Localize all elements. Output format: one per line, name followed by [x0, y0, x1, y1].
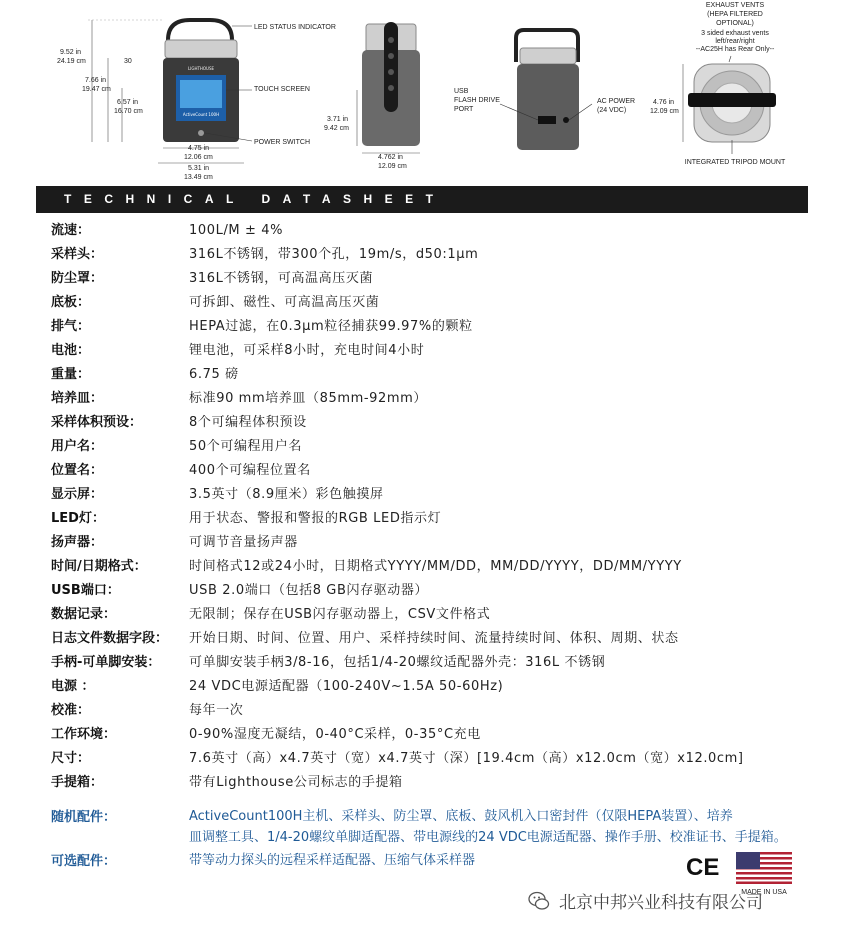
dim-width-total-cm: 13.49 cm	[184, 174, 213, 181]
dim-side-height-cm: 9.42 cm	[324, 125, 349, 132]
watermark-text: 北京中邦兴业科技有限公司	[559, 893, 763, 913]
spec-label: 时间/日期格式：	[51, 559, 147, 574]
spec-label: 工作环境：	[51, 727, 117, 742]
dim-height-screen-cm: 16.70 cm	[114, 108, 143, 115]
spec-row	[51, 435, 841, 459]
spec-row	[51, 291, 841, 315]
wechat-icon	[527, 889, 551, 913]
callout-ac-power: AC POWER	[597, 98, 636, 105]
datasheet-title-band: TECHNICAL DATASHEET	[36, 186, 808, 213]
spec-row	[51, 459, 841, 483]
spec-row	[51, 483, 841, 507]
spec-label: 排气：	[51, 319, 91, 334]
front-view	[57, 20, 336, 181]
callout-usb-1: USB	[454, 88, 469, 95]
callout-exhaust-5: left/rear/right	[715, 38, 755, 45]
spec-label: 显示屏：	[51, 487, 104, 502]
spec-value: 用于状态、警报和警报的RGB LED指示灯	[189, 511, 442, 526]
spec-value: 50个可编程用户名	[189, 439, 302, 454]
spec-row	[51, 411, 841, 435]
spec-label: 电源 ：	[51, 679, 95, 694]
spec-label: 扬声器：	[51, 535, 104, 550]
included-accessories-line1: ActiveCount100H主机、采样头、防尘罩、底板、鼓风机入口密封件（仅限HEPA装置）、培养	[189, 809, 733, 824]
spec-row	[51, 219, 841, 243]
dim-width-total-in: 5.31 in	[188, 165, 210, 172]
spec-row	[51, 747, 841, 771]
device-model: ActiveCount 100H	[182, 112, 220, 117]
spec-value: USB 2.0端口（包括8 GB闪存驱动器）	[189, 583, 429, 598]
included-accessories	[51, 806, 841, 848]
spec-row	[51, 387, 841, 411]
spec-label: 培养皿：	[51, 391, 104, 406]
included-accessories-line2: 皿调整工具、1/4-20螺纹单脚适配器、带电源线的24 VDC电源适配器、操作手册、校准证书、手提箱。	[189, 830, 787, 845]
callout-power-switch: POWER SWITCH	[254, 139, 310, 146]
spec-list	[51, 219, 841, 795]
included-accessories-value	[189, 806, 787, 848]
callout-exhaust-2: (HEPA FILTERED	[707, 11, 763, 18]
product-diagrams	[0, 0, 841, 185]
spec-row	[51, 339, 841, 363]
optional-accessories-value: 带等动力探头的远程采样适配器、压缩气体采样器	[189, 853, 476, 868]
dim-angle: 30	[124, 58, 132, 65]
dim-width-in: 4.75 in	[188, 145, 210, 152]
spec-label: 底板：	[51, 295, 91, 310]
dim-height-total-cm: 24.19 cm	[57, 58, 86, 65]
spec-value: 锂电池，可采样8小时，充电时间4小时	[189, 343, 425, 358]
spec-row	[51, 507, 841, 531]
spec-value: 6.75 磅	[189, 367, 239, 382]
spec-value: 24 VDC电源适配器（100-240V~1.5A 50-60Hz)	[189, 679, 504, 694]
made-in-usa-label: MADE IN USA	[741, 889, 787, 896]
spec-value: 开始日期、时间、位置、用户、采样持续时间、流量持续时间、体积、周期、状态	[189, 631, 679, 646]
spec-value: 标准90 mm培养皿（85mm-92mm）	[189, 391, 428, 406]
ac-power-port-icon	[563, 117, 569, 123]
dim-top-width-cm: 12.09 cm	[650, 108, 679, 115]
spec-row	[51, 651, 841, 675]
back-view	[454, 30, 635, 150]
spec-label: 位置名：	[51, 463, 104, 478]
spec-row	[51, 531, 841, 555]
dim-width-cm: 12.06 cm	[184, 154, 213, 161]
spec-row	[51, 675, 841, 699]
optional-accessories-label: 可选配件：	[51, 854, 117, 869]
callout-ac-voltage: (24 VDC)	[597, 107, 627, 114]
spec-label: 防尘罩：	[51, 271, 104, 286]
spec-label: 校准：	[51, 703, 91, 718]
spec-value: 316L不锈钢，可高温高压灭菌	[189, 271, 374, 286]
usb-port-icon	[538, 116, 556, 124]
spec-row	[51, 315, 841, 339]
spec-value: 8个可编程体积预设	[189, 415, 307, 430]
callout-exhaust-1: EXHAUST VENTS	[705, 2, 765, 9]
spec-value: 可调节音量扬声器	[189, 535, 298, 550]
spec-value: 100L/M ± 4%	[189, 223, 284, 238]
dim-height-body-in: 7.66 in	[85, 77, 107, 84]
dim-height-total-in: 9.52 in	[60, 49, 82, 56]
spec-value: 7.6英寸（高）x4.7英寸（宽）x4.7英寸（深）[19.4cm（高）x12.0cm（宽）x12.0cm]	[189, 751, 744, 766]
device-brand: LIGHTHOUSE	[187, 66, 215, 71]
spec-value: 可拆卸、磁性、可高温高压灭菌	[189, 295, 380, 310]
spec-row	[51, 363, 841, 387]
callout-tripod-mount: INTEGRATED TRIPOD MOUNT	[684, 159, 786, 166]
spec-value: 带有Lighthouse公司标志的手提箱	[189, 775, 403, 790]
us-flag-icon	[736, 852, 792, 884]
spec-label: USB端口：	[51, 583, 120, 598]
spec-row	[51, 579, 841, 603]
spec-label: 手提箱：	[51, 775, 104, 790]
spec-row	[51, 627, 841, 651]
callout-usb-3: PORT	[454, 106, 474, 113]
spec-label: 电池：	[51, 343, 91, 358]
callout-exhaust-3: OPTIONAL)	[716, 20, 754, 27]
spec-value: 400个可编程位置名	[189, 463, 311, 478]
spec-row	[51, 603, 841, 627]
spec-label: 用户名：	[51, 439, 104, 454]
spec-value: 无限制；保存在USB闪存驱动器上，CSV文件格式	[189, 607, 491, 622]
spec-value: 0-90%湿度无凝结，0-40°C采样，0-35°C充电	[189, 727, 481, 742]
spec-label: LED灯：	[51, 511, 105, 526]
spec-row	[51, 771, 841, 795]
dim-height-body-cm: 19.47 cm	[82, 86, 111, 93]
dim-height-screen-in: 6.57 in	[117, 99, 139, 106]
spec-label: 手柄-可单脚安装：	[51, 655, 161, 670]
spec-label: 尺寸：	[51, 751, 91, 766]
dim-side-width-in: 4.762 in	[378, 154, 403, 161]
spec-label: 流速：	[51, 223, 91, 238]
spec-label: 数据记录：	[51, 607, 117, 622]
spec-row	[51, 699, 841, 723]
side-view	[324, 22, 420, 170]
power-switch-icon	[198, 130, 204, 136]
spec-value: 可单脚安装手柄3/8-16，包括1/4-20螺纹适配器外壳：316L 不锈钢	[189, 655, 606, 670]
spec-label: 重量：	[51, 367, 91, 382]
dim-top-width-in: 4.76 in	[653, 99, 675, 106]
callout-usb-2: FLASH DRIVE	[454, 97, 500, 104]
spec-value: 每年一次	[189, 703, 244, 718]
wechat-watermark	[527, 888, 763, 913]
dim-side-width-cm: 12.09 cm	[378, 163, 407, 170]
callout-touch-screen: TOUCH SCREEN	[254, 86, 310, 93]
spec-row	[51, 723, 841, 747]
spec-row	[51, 555, 841, 579]
ce-mark-icon: CE	[686, 854, 720, 881]
top-view	[650, 2, 786, 166]
callout-exhaust-4: 3 sided exhaust vents	[701, 30, 769, 37]
spec-value: 时间格式12或24小时，日期格式YYYY/MM/DD，MM/DD/YYYY，DD/MM/YYYY	[189, 559, 682, 574]
spec-label: 采样头：	[51, 247, 104, 262]
spec-label: 采样体积预设：	[51, 415, 143, 430]
spec-value: 316L不锈钢，带300个孔，19m/s，d50:1μm	[189, 247, 479, 262]
dim-side-height-in: 3.71 in	[327, 116, 349, 123]
spec-value: 3.5英寸（8.9厘米）彩色触摸屏	[189, 487, 384, 502]
spec-label: 日志文件数据字段：	[51, 631, 169, 646]
spec-row	[51, 243, 841, 267]
callout-led: LED STATUS INDICATOR	[254, 24, 336, 31]
spec-value: HEPA过滤，在0.3μm粒径捕获99.97%的颗粒	[189, 319, 473, 334]
callout-exhaust-6: --AC25H has Rear Only--	[695, 46, 775, 53]
spec-row	[51, 267, 841, 291]
included-accessories-label: 随机配件：	[51, 810, 117, 825]
